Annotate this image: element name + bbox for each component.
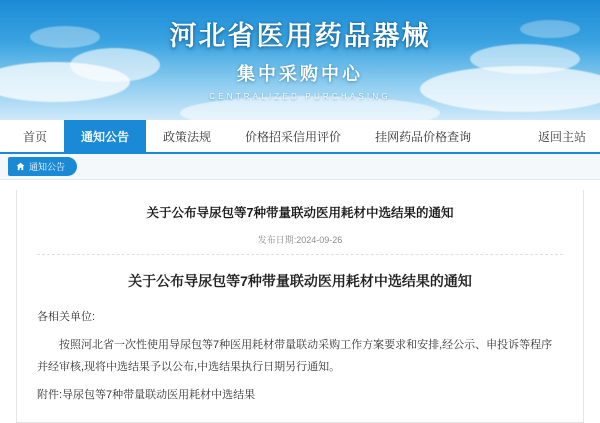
- site-banner: [0, 0, 600, 120]
- article-paragraph: 按照河北省一次性使用导尿包等7种医用耗材带量联动采购工作方案要求和安排,经公示、申投诉等程序并经审核,现将中选结果予以公布,中选结果执行日期另行通知。: [37, 338, 553, 373]
- breadcrumb-label: 通知公告: [29, 162, 66, 172]
- article-attachment-line: 附件:导尿包等7种带量联动医用耗材中选结果: [37, 388, 256, 401]
- page-title: 关于公布导尿包等7种带量联动医用耗材中选结果的通知: [128, 272, 472, 289]
- main-navigation: [0, 120, 600, 154]
- banner-text-block: [0, 0, 600, 101]
- nav-item-credit-evaluation[interactable]: 价格招采信用评价: [245, 129, 342, 144]
- breadcrumb-current[interactable]: [8, 157, 77, 176]
- article-paragraph: 各相关单位:: [37, 310, 96, 323]
- site-subtitle: 集中采购中心: [237, 63, 363, 84]
- article-body: [37, 306, 563, 406]
- nav-item-return-main-site[interactable]: 返回主站: [537, 129, 586, 144]
- home-icon: [16, 162, 25, 171]
- content-area: [0, 190, 600, 423]
- breadcrumb: [0, 154, 600, 180]
- nav-item-policies[interactable]: 政策法规: [163, 129, 212, 144]
- nav-item-notices[interactable]: 通知公告: [64, 120, 146, 152]
- publish-date-label: 发布日期:: [257, 234, 297, 245]
- nav-item-home[interactable]: 首页: [23, 129, 48, 144]
- article-header-title: 关于公布导尿包等7种带量联动医用耗材中选结果的通知: [146, 206, 454, 220]
- publish-date-value: 2024-09-26: [296, 234, 343, 245]
- nav-item-drug-price-query[interactable]: 挂网药品价格查询: [375, 129, 472, 144]
- article-publish-date: [37, 233, 563, 255]
- site-title-english: CENTRALIZED PURCHASING: [209, 91, 391, 101]
- site-title: 河北省医用药品器械: [169, 21, 431, 51]
- article-card: [16, 190, 584, 423]
